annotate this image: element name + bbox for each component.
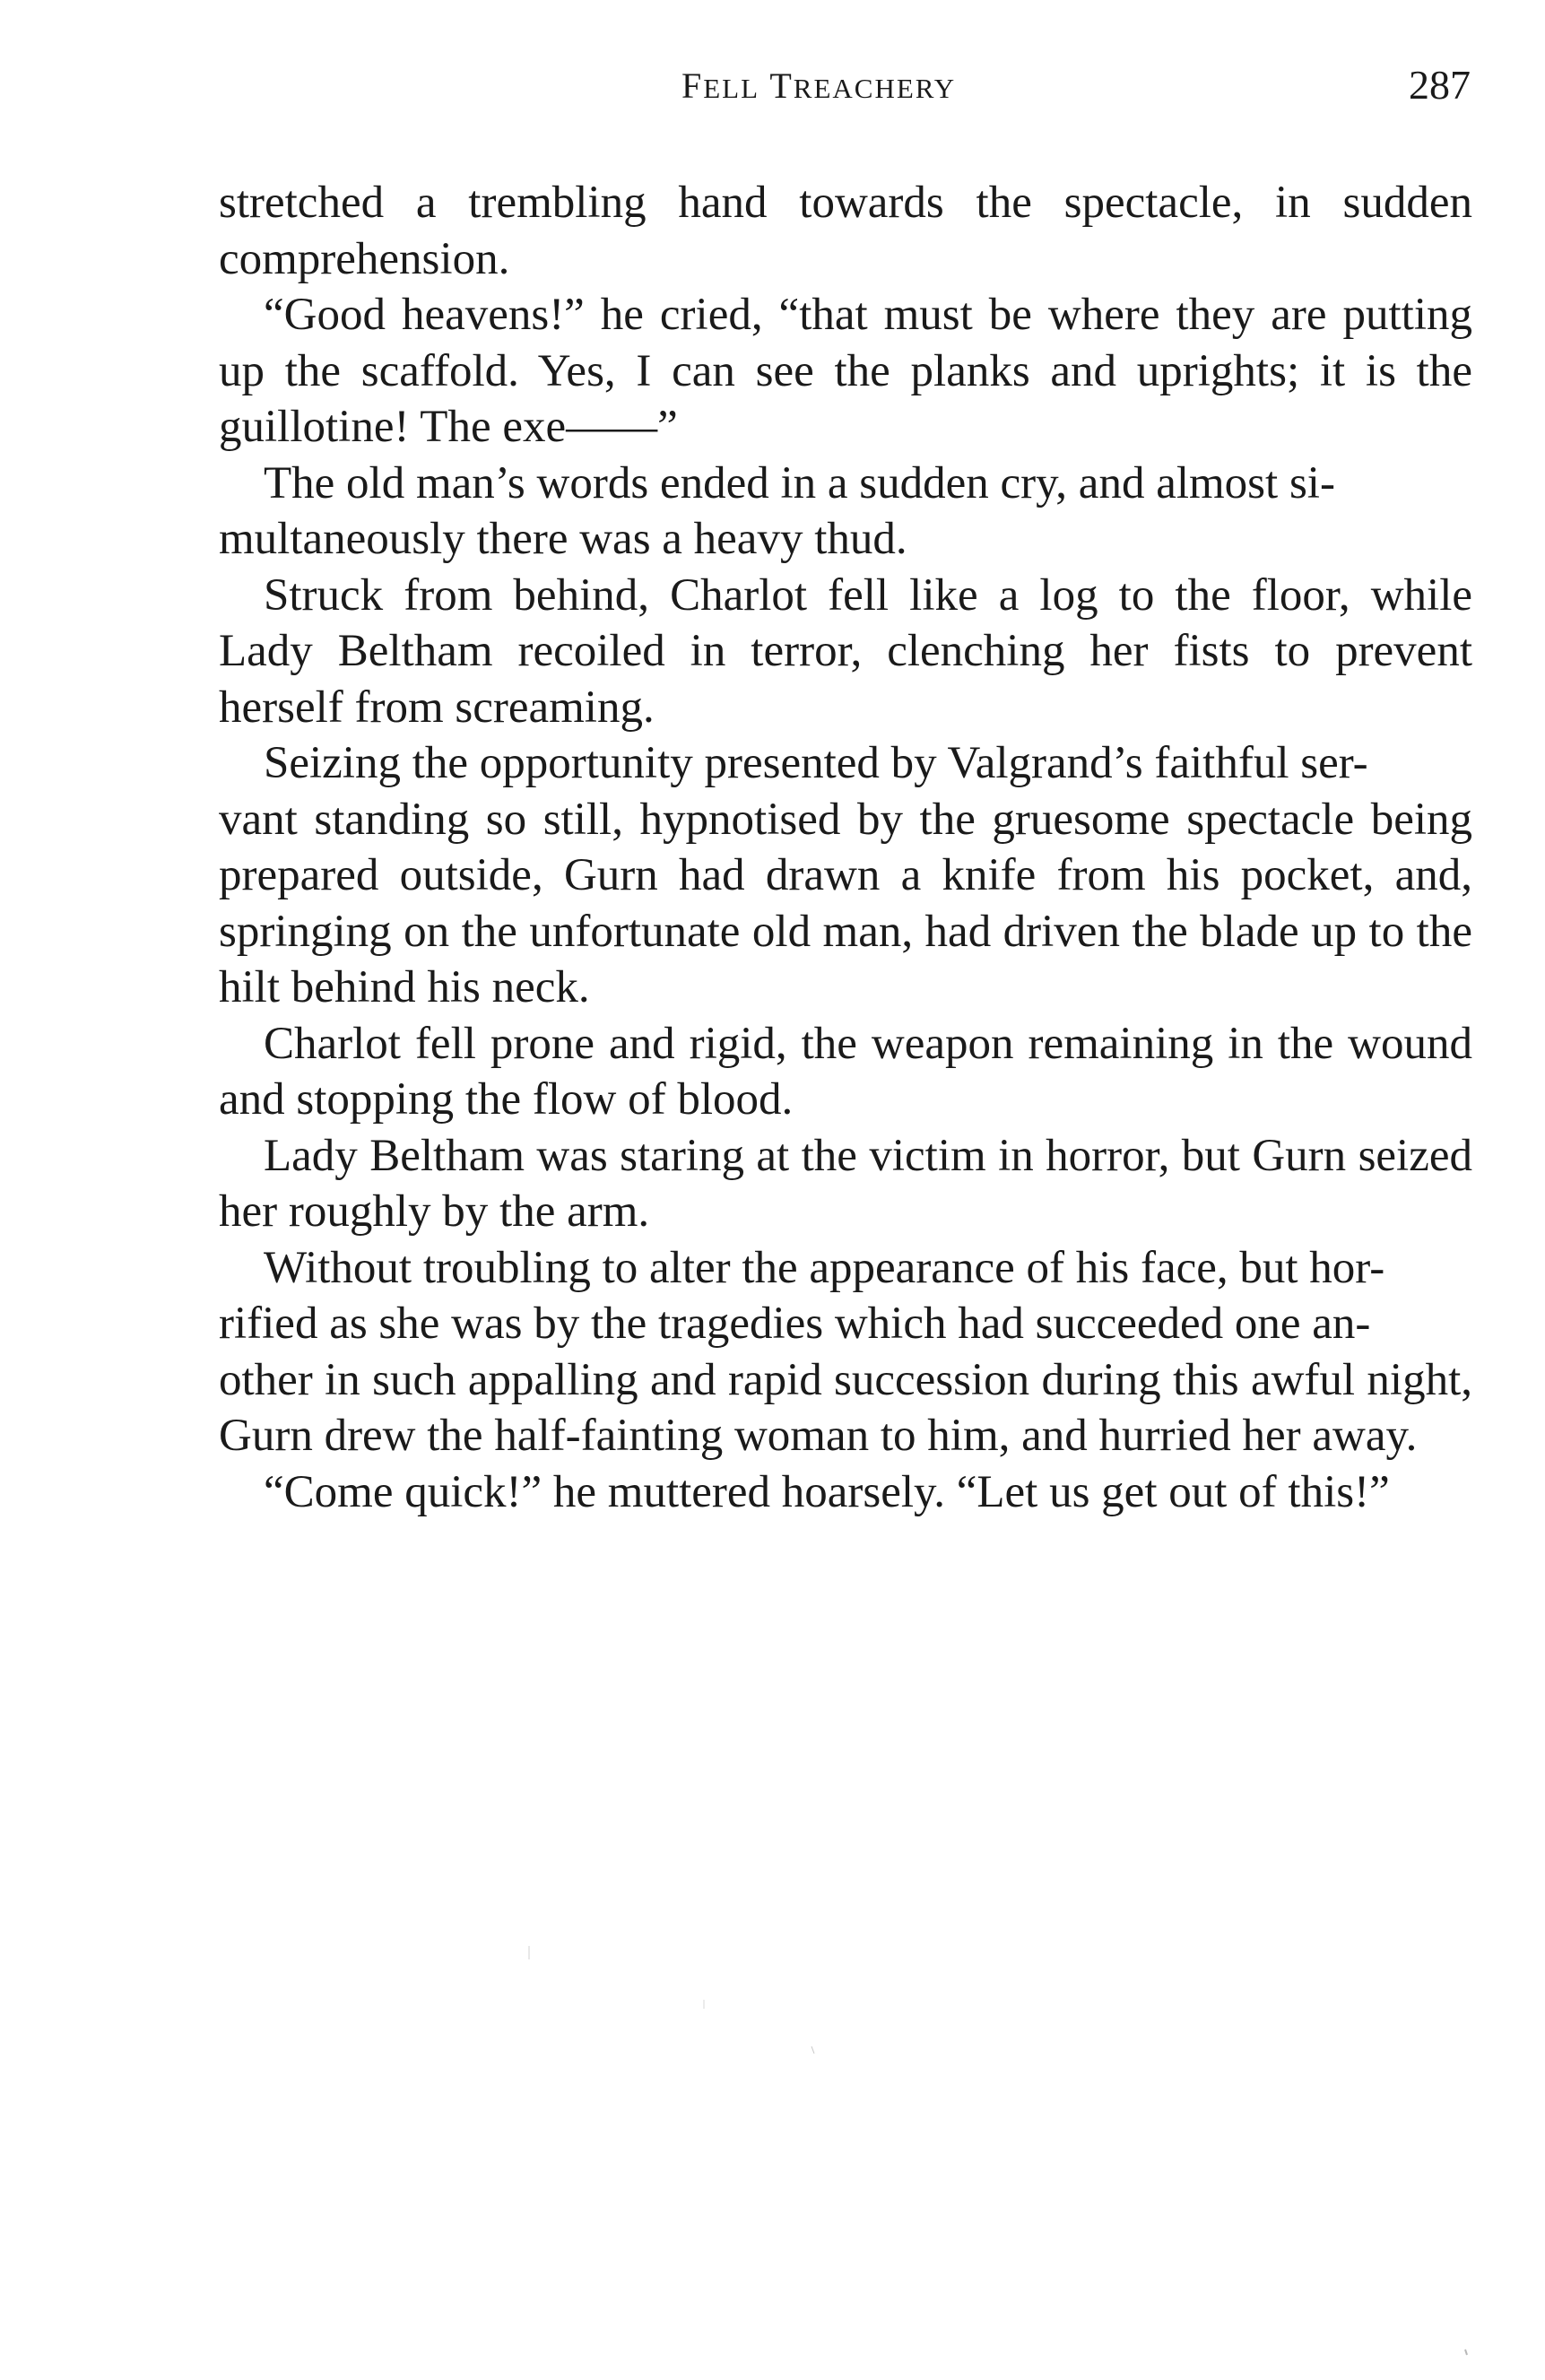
title-small-caps: ELL [703, 73, 760, 104]
chapter-title [681, 65, 956, 107]
paragraph: Seizing the opportunity presented by Valgrand’s faithful ser- vant standing so still, hypnotised by the gruesome spectacle being prepared outside, Gurn had drawn a knife from his pocket, and, springing on the unfortunate old man, had driven the blade up to the hilt behind his neck. [219, 738, 1472, 1012]
page-number: 287 [1409, 62, 1471, 108]
paragraph: “Come quick!” he muttered hoarsely. “Let us get out of this!” [264, 1466, 1390, 1517]
title-initial: T [769, 65, 794, 106]
paragraph: The old man’s words ended in a sudden cry, and almost si- multaneously there was a heavy thud. [219, 457, 1335, 564]
paragraph: Without troubling to alter the appearance of his face, but hor- rified as she was by the tragedies which had succeeded one an- other in such appalling and rapid succession during this awful night, Gurn drew the half-fainting woman to him, and hurried her away. [219, 1242, 1472, 1461]
scan-speck [812, 2046, 814, 2054]
paragraph: Charlot fell prone and rigid, the weapon remaining in the wound and stopping the flow of blood. [219, 1018, 1472, 1125]
title-small-caps: REACHERY [793, 73, 957, 104]
scan-speck [1465, 2350, 1467, 2355]
running-head [0, 54, 1545, 117]
paragraph: Lady Beltham was staring at the victim in horror, but Gurn seized her roughly by the arm. [219, 1130, 1472, 1237]
paragraph: Struck from behind, Charlot fell like a log to the floor, while Lady Beltham recoiled in terror, clenching her fists to prevent herself from screaming. [219, 569, 1472, 733]
title-initial: F [681, 65, 704, 106]
paragraph: “Good heavens!” he cried, “that must be where they are putting up the scaffold. Yes, I can see the planks and uprights; it is the guillotine! The exe——” [219, 290, 1472, 452]
paragraph: stretched a trembling hand towards the spectacle, in sudden comprehension. [219, 178, 1472, 284]
body-text [219, 175, 1472, 1520]
